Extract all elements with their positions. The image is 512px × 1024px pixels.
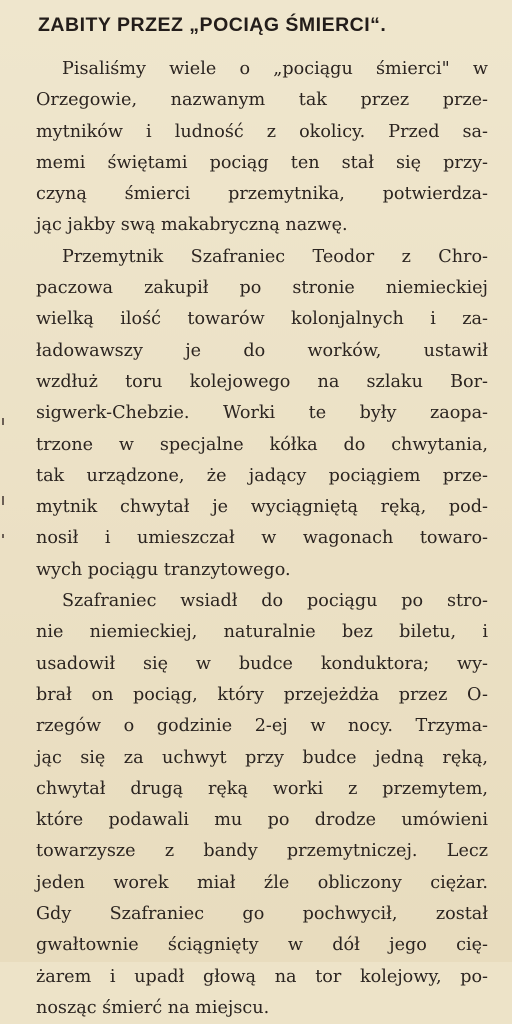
- text-line: czyną śmierci przemytnika, potwierdza-: [36, 184, 488, 205]
- text-line: mytnik chwytał je wyciągniętą ręką, pod-: [36, 497, 488, 518]
- text-line: mytników i ludność z okolicy. Przed sa-: [36, 121, 488, 142]
- text-line: nosząc śmierć na miejscu.: [36, 997, 270, 1018]
- article-body: [36, 54, 488, 1024]
- text-line: paczowa zakupił po stronie niemieckiej: [36, 278, 488, 299]
- text-line: wielką ilość towarów kolonjalnych i za-: [36, 309, 488, 330]
- text-line: brał on pociąg, który przejeżdża przez O-: [36, 684, 488, 705]
- text-line: tak urządzone, że jadący pociągiem prze-: [36, 465, 488, 486]
- text-line: chwytał drugą ręką worki z przemytem,: [36, 778, 488, 799]
- text-line: gwałtownie ściągnięty w dół jego cię-: [36, 935, 488, 956]
- article-paragraph: [36, 54, 488, 242]
- text-line: usadowił się w budce konduktora; wy-: [36, 653, 488, 674]
- article-paragraph: [36, 586, 488, 1024]
- text-line: które podawali mu po drodze umówieni: [36, 810, 488, 831]
- text-line: Pisaliśmy wiele o „pociągu śmierci" w: [62, 59, 488, 79]
- text-line: Gdy Szafraniec go pochwycił, został: [36, 904, 488, 925]
- text-line: memi świętami pociąg ten stał się przy-: [36, 152, 488, 173]
- text-line: wych pociągu tranzytowego.: [36, 559, 291, 580]
- text-line: wzdłuż toru kolejowego na szlaku Bor-: [36, 371, 488, 392]
- text-line: jąc jakby swą makabryczną nazwę.: [36, 215, 348, 236]
- text-line: rzegów o godzinie 2-ej w nocy. Trzyma-: [36, 716, 488, 737]
- text-line: towarzysze z bandy przemytniczej. Lecz: [36, 841, 488, 862]
- margin-mark: [2, 496, 4, 505]
- text-line: ładowawszy je do worków, ustawił: [36, 340, 488, 361]
- margin-mark: [2, 534, 4, 538]
- text-line: Szafraniec wsiadł do pociągu po stro-: [62, 591, 488, 612]
- text-line: żarem i upadł głową na tor kolejowy, po-: [36, 966, 488, 987]
- text-line: Przemytnik Szafraniec Teodor z Chro-: [62, 246, 488, 267]
- text-line: nosił i umieszczał w wagonach towaro-: [36, 528, 488, 549]
- text-line: nie niemieckiej, naturalnie bez biletu, i: [36, 622, 488, 643]
- text-line: jeden worek miał źle obliczony ciężar.: [36, 872, 488, 893]
- article-paragraph: [36, 242, 488, 586]
- text-line: sigwerk-Chebzie. Worki te były zaopa-: [36, 403, 488, 424]
- text-line: trzone w specjalne kółka do chwytania,: [36, 434, 488, 455]
- text-line: Orzegowie, nazwanym tak przez prze-: [36, 90, 488, 111]
- article-headline: ZABITY PRZEZ „POCIĄG ŚMIERCI“.: [38, 14, 387, 36]
- text-line: jąc się za uchwyt przy budce jedną ręką,: [36, 747, 488, 768]
- margin-mark: [2, 418, 4, 425]
